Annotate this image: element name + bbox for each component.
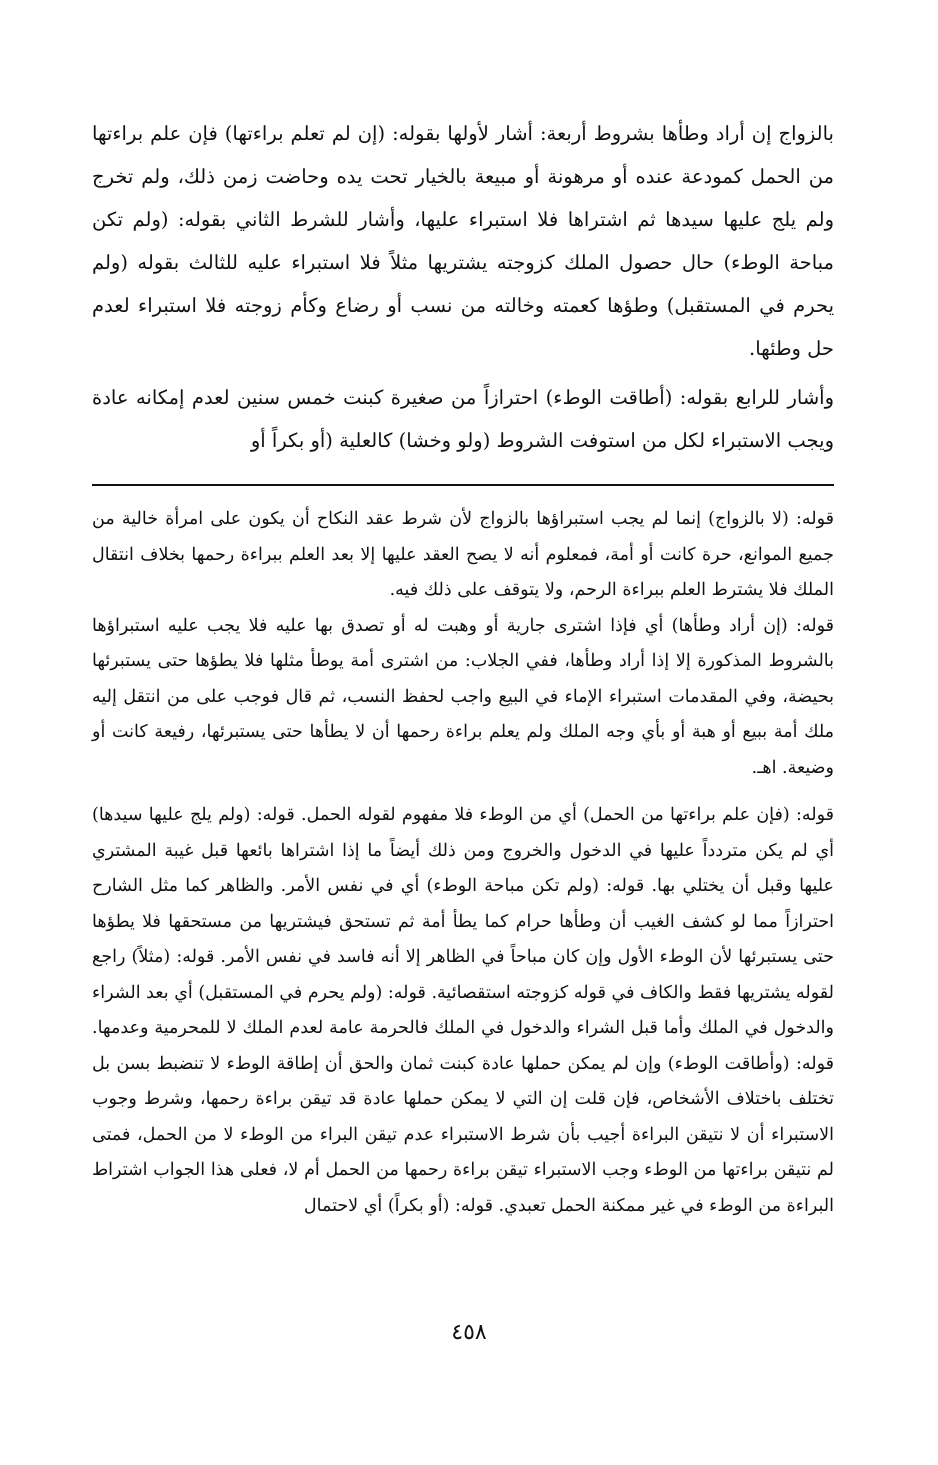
main-paragraph: بالزواج إن أراد وطأها بشروط أربعة: أشار لأولها بقوله: (إن لم تعلم براءتها) فإن علم براءتها من الحمل كمودعة عنده أو مرهونة أو مبيعة بالخيار تحت يده وحاضت زمن ذلك، ولم تخرج ولم يلج عليها سيدها ثم اشتراها فلا استبراء عليها، وأشار للشرط الثاني بقوله: (ولم تكن مباحة الوطء) حال حصول الملك كزوجته يشتريها مثلاً فلا استبراء عليه للثالث بقوله (ولم يحرم في المستقبل) وطؤها كعمته وخالته من نسب أو رضاع وكأم زوجته فلا استبراء لعدم حل وطئها.	[92, 122, 834, 360]
footnotes-section	[92, 502, 834, 1224]
page-content	[92, 112, 834, 1224]
footnote-paragraph: قوله: (إن أراد وطأها) أي فإذا اشترى جارية أو وهبت له أو تصدق بها عليه فلا يجب عليه استبراؤها بالشروط المذكورة إلا إذا أراد وطأها، ففي الجلاب: من اشترى أمة يوطأ مثلها فلا يطؤها حتى يستبرئها بحيضة، وفي المقدمات استبراء الإماء في البيع واجب لحفظ النسب، ثم قال فوجب على من انتقل إليه ملك أمة ببيع أو هبة أو بأي وجه الملك ولم يعلم براءة رحمها أن لا يطأها حتى يستبرئها، رفيعة كانت أو وضيعة. اهـ.	[92, 615, 834, 778]
footnote-paragraph: قوله: (لا بالزواج) إنما لم يجب استبراؤها بالزواج لأن شرط عقد النكاح أن يكون على امرأة خالية من جميع الموانع، حرة كانت أو أمة، فمعلوم أنه لا يصح العقد عليها إلا بعد العلم ببراءة رحمها بخلاف انتقال الملك فلا يشترط العلم ببراءة الرحم، ولا يتوقف على ذلك فيه.	[92, 509, 834, 600]
footnote-paragraph: قوله: (فإن علم براءتها من الحمل) أي من الوطء فلا مفهوم لقوله الحمل. قوله: (ولم يلج عليها سيدها) أي لم يكن متردداً عليها في الدخول والخروج ومن ذلك أيضاً ما إذا اشتراها بائعها قبل غيبة المشتري عليها وقبل أن يختلي بها. قوله: (ولم تكن مباحة الوطء) أي في نفس الأمر. والظاهر كما مثل الشارح احترازاً مما لو كشف الغيب أن وطأها حرام كما يطأ أمة ثم تستحق فيشتريها من مستحقها فلا يطؤها حتى يستبرئها لأن الوطء الأول وإن كان مباحاً في الظاهر إلا أنه فاسد في نفس الأمر. قوله: (مثلاً) راجع لقوله يشتريها فقط والكاف في قوله كزوجته استقصائية. قوله: (ولم يحرم في المستقبل) أي بعد الشراء والدخول في الملك وأما قبل الشراء والدخول في الملك فالحرمة عامة لعدم الملك لا للمحرمية وعدمها. قوله: (وأطاقت الوطء) وإن لم يمكن حملها عادة كبنت ثمان والحق أن إطاقة الوطء لا تنضبط بسن بل تختلف باختلاف الأشخاص، فإن قلت إن التي لا يمكن حملها عادة قد تيقن براءة رحمها، وشرط وجوب الاستبراء أن لا نتيقن البراءة أجيب بأن شرط الاستبراء عدم تيقن البراء من الوطء لا من الحمل، فمتى لم نتيقن براءتها من الوطء وجب الاستبراء تيقن براءة رحمها من الحمل أم لا، فعلى هذا الجواب اشتراط البراءة من الوطء في غير ممكنة الحمل تعبدي. قوله: (أو بكراً) أي لاحتمال	[92, 805, 834, 1216]
main-paragraph: وأشار للرابع بقوله: (أطاقت الوطء) احترازاً من صغيرة كبنت خمس سنين لعدم إمكانه عادة ويجب الاستبراء لكل من استوفت الشروط (ولو وخشا) كالعلية (أو بكراً أو	[92, 386, 834, 452]
main-text	[92, 112, 834, 462]
footnote-divider	[92, 484, 834, 486]
page-number: ٤٥٨	[451, 1320, 487, 1345]
